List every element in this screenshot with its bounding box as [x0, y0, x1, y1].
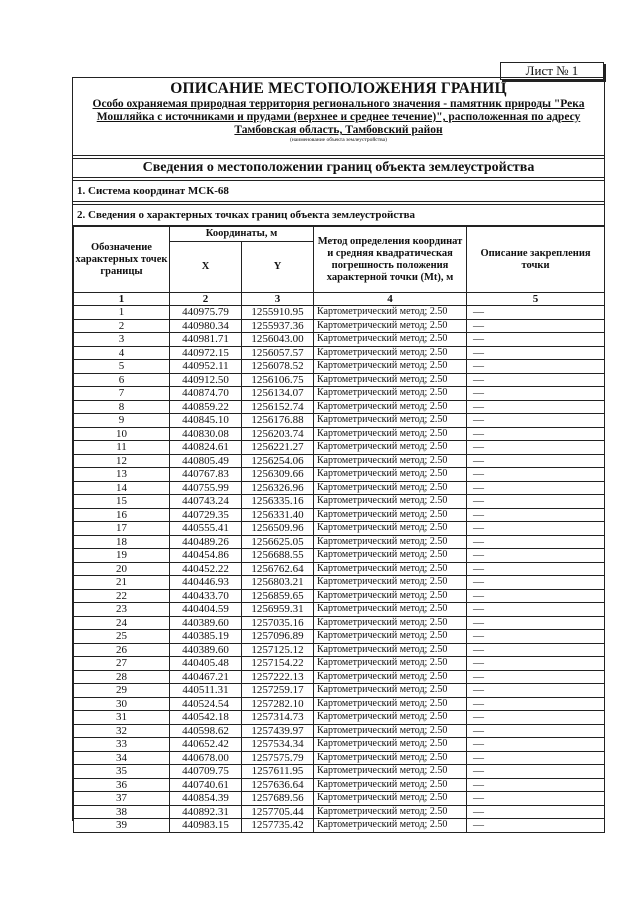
y-coordinate-cell: 1257282.10	[242, 697, 314, 711]
x-coordinate-cell: 440740.61	[170, 778, 242, 792]
method-cell: Картометрический метод; 2.50	[314, 508, 467, 522]
points-table	[73, 226, 605, 833]
method-cell: Картометрический метод; 2.50	[314, 333, 467, 347]
table-row	[74, 630, 605, 644]
method-cell: Картометрический метод; 2.50	[314, 711, 467, 725]
header-coords: Координаты, м	[170, 227, 314, 242]
point-id-cell: 32	[74, 724, 170, 738]
table-row	[74, 306, 605, 320]
method-cell: Картометрический метод; 2.50	[314, 441, 467, 455]
fixing-description-cell: —	[467, 360, 605, 374]
table-row	[74, 724, 605, 738]
table-row	[74, 441, 605, 455]
point-id-cell: 14	[74, 481, 170, 495]
fixing-description-cell: —	[467, 333, 605, 347]
y-coordinate-cell: 1256176.88	[242, 414, 314, 428]
header-y: Y	[242, 242, 314, 293]
x-coordinate-cell: 440824.61	[170, 441, 242, 455]
fixing-description-cell: —	[467, 522, 605, 536]
x-coordinate-cell: 440433.70	[170, 589, 242, 603]
table-row	[74, 576, 605, 590]
fixing-description-cell: —	[467, 738, 605, 752]
fixing-description-cell: —	[467, 481, 605, 495]
table-row	[74, 657, 605, 671]
x-coordinate-cell: 440652.42	[170, 738, 242, 752]
fixing-description-cell: —	[467, 319, 605, 333]
fixing-description-cell: —	[467, 562, 605, 576]
column-number: 5	[467, 293, 605, 306]
table-row	[74, 562, 605, 576]
point-id-cell: 17	[74, 522, 170, 536]
point-id-cell: 23	[74, 603, 170, 617]
point-id-cell: 7	[74, 387, 170, 401]
point-id-cell: 19	[74, 549, 170, 563]
fixing-description-cell: —	[467, 603, 605, 617]
point-id-cell: 24	[74, 616, 170, 630]
table-row	[74, 522, 605, 536]
point-id-cell: 8	[74, 400, 170, 414]
y-coordinate-cell: 1256625.05	[242, 535, 314, 549]
x-coordinate-cell: 440805.49	[170, 454, 242, 468]
point-id-cell: 16	[74, 508, 170, 522]
x-coordinate-cell: 440405.48	[170, 657, 242, 671]
fixing-description-cell: —	[467, 346, 605, 360]
y-coordinate-cell: 1256335.16	[242, 495, 314, 509]
y-coordinate-cell: 1255910.95	[242, 306, 314, 320]
fixing-description-cell: —	[467, 441, 605, 455]
table-row	[74, 495, 605, 509]
table-row	[74, 414, 605, 428]
y-coordinate-cell: 1257689.56	[242, 792, 314, 806]
y-coordinate-cell: 1256078.52	[242, 360, 314, 374]
point-id-cell: 5	[74, 360, 170, 374]
method-cell: Картометрический метод; 2.50	[314, 819, 467, 833]
table-row	[74, 778, 605, 792]
x-coordinate-cell: 440542.18	[170, 711, 242, 725]
method-cell: Картометрический метод; 2.50	[314, 495, 467, 509]
method-cell: Картометрический метод; 2.50	[314, 738, 467, 752]
table-row	[74, 360, 605, 374]
x-coordinate-cell: 440555.41	[170, 522, 242, 536]
x-coordinate-cell: 440830.08	[170, 427, 242, 441]
table-row	[74, 819, 605, 833]
method-cell: Картометрический метод; 2.50	[314, 522, 467, 536]
x-coordinate-cell: 440767.83	[170, 468, 242, 482]
table-row	[74, 535, 605, 549]
y-coordinate-cell: 1256221.27	[242, 441, 314, 455]
method-cell: Картометрический метод; 2.50	[314, 562, 467, 576]
table-row	[74, 751, 605, 765]
fixing-description-cell: —	[467, 549, 605, 563]
table-row	[74, 616, 605, 630]
method-cell: Картометрический метод; 2.50	[314, 549, 467, 563]
method-cell: Картометрический метод; 2.50	[314, 643, 467, 657]
fixing-description-cell: —	[467, 508, 605, 522]
x-coordinate-cell: 440389.60	[170, 643, 242, 657]
y-coordinate-cell: 1256959.31	[242, 603, 314, 617]
point-id-cell: 39	[74, 819, 170, 833]
y-coordinate-cell: 1256688.55	[242, 549, 314, 563]
table-row	[74, 400, 605, 414]
point-id-cell: 26	[74, 643, 170, 657]
x-coordinate-cell: 440467.21	[170, 670, 242, 684]
fixing-description-cell: —	[467, 576, 605, 590]
y-coordinate-cell: 1256309.66	[242, 468, 314, 482]
fixing-description-cell: —	[467, 454, 605, 468]
fixing-description-cell: —	[467, 306, 605, 320]
method-cell: Картометрический метод; 2.50	[314, 670, 467, 684]
point-id-cell: 22	[74, 589, 170, 603]
header-point: Обозначение характерных точек границы	[74, 227, 170, 293]
fixing-description-cell: —	[467, 427, 605, 441]
point-id-cell: 13	[74, 468, 170, 482]
point-id-cell: 3	[74, 333, 170, 347]
point-id-cell: 4	[74, 346, 170, 360]
table-row	[74, 684, 605, 698]
fixing-description-cell: —	[467, 387, 605, 401]
x-coordinate-cell: 440598.62	[170, 724, 242, 738]
y-coordinate-cell: 1256803.21	[242, 576, 314, 590]
point-id-cell: 27	[74, 657, 170, 671]
fixing-description-cell: —	[467, 805, 605, 819]
x-coordinate-cell: 440389.60	[170, 616, 242, 630]
y-coordinate-cell: 1257575.79	[242, 751, 314, 765]
y-coordinate-cell: 1256859.65	[242, 589, 314, 603]
y-coordinate-cell: 1257222.13	[242, 670, 314, 684]
x-coordinate-cell: 440859.22	[170, 400, 242, 414]
y-coordinate-cell: 1257735.42	[242, 819, 314, 833]
table-row	[74, 508, 605, 522]
x-coordinate-cell: 440912.50	[170, 373, 242, 387]
table-row	[74, 711, 605, 725]
table-row	[74, 589, 605, 603]
fixing-description-cell: —	[467, 670, 605, 684]
method-cell: Картометрический метод; 2.50	[314, 400, 467, 414]
section-header	[73, 158, 604, 178]
method-cell: Картометрический метод; 2.50	[314, 805, 467, 819]
table-row	[74, 697, 605, 711]
fixing-description-cell: —	[467, 589, 605, 603]
fixing-description-cell: —	[467, 724, 605, 738]
header-fix: Описание закрепления точки	[467, 227, 605, 293]
y-coordinate-cell: 1256326.96	[242, 481, 314, 495]
fixing-description-cell: —	[467, 400, 605, 414]
y-coordinate-cell: 1257259.17	[242, 684, 314, 698]
point-id-cell: 25	[74, 630, 170, 644]
point-id-cell: 38	[74, 805, 170, 819]
fixing-description-cell: —	[467, 630, 605, 644]
method-cell: Картометрический метод; 2.50	[314, 414, 467, 428]
column-number: 3	[242, 293, 314, 306]
point-id-cell: 18	[74, 535, 170, 549]
column-number: 1	[74, 293, 170, 306]
fixing-description-cell: —	[467, 414, 605, 428]
y-coordinate-cell: 1255937.36	[242, 319, 314, 333]
x-coordinate-cell: 440854.39	[170, 792, 242, 806]
method-cell: Картометрический метод; 2.50	[314, 360, 467, 374]
table-row	[74, 454, 605, 468]
y-coordinate-cell: 1257314.73	[242, 711, 314, 725]
point-id-cell: 33	[74, 738, 170, 752]
method-cell: Картометрический метод; 2.50	[314, 616, 467, 630]
table-row	[74, 346, 605, 360]
sheet-number-label: Лист № 1	[500, 62, 604, 80]
x-coordinate-cell: 440729.35	[170, 508, 242, 522]
x-coordinate-cell: 440385.19	[170, 630, 242, 644]
x-coordinate-cell: 440952.11	[170, 360, 242, 374]
subtitle-line-2: Мошляйка с источниками и прудами (верхнее и среднее течение)", расположенная по адресу	[96, 111, 581, 123]
table-row	[74, 643, 605, 657]
point-id-cell: 35	[74, 765, 170, 779]
point-id-cell: 21	[74, 576, 170, 590]
y-coordinate-cell: 1257125.12	[242, 643, 314, 657]
fixing-description-cell: —	[467, 684, 605, 698]
table-row	[74, 765, 605, 779]
x-coordinate-cell: 440454.86	[170, 549, 242, 563]
header-x: X	[170, 242, 242, 293]
fixing-description-cell: —	[467, 495, 605, 509]
table-row	[74, 738, 605, 752]
point-id-cell: 1	[74, 306, 170, 320]
point-id-cell: 2	[74, 319, 170, 333]
table-row	[74, 333, 605, 347]
table-row	[74, 670, 605, 684]
x-coordinate-cell: 440709.75	[170, 765, 242, 779]
fixing-description-cell: —	[467, 792, 605, 806]
y-coordinate-cell: 1256134.07	[242, 387, 314, 401]
table-row	[74, 549, 605, 563]
method-cell: Картометрический метод; 2.50	[314, 468, 467, 482]
fixing-description-cell: —	[467, 819, 605, 833]
method-cell: Картометрический метод; 2.50	[314, 589, 467, 603]
table-row	[74, 319, 605, 333]
method-cell: Картометрический метод; 2.50	[314, 535, 467, 549]
point-id-cell: 20	[74, 562, 170, 576]
fixing-description-cell: —	[467, 657, 605, 671]
points-section-label: 2. Сведения о характерных точках границ объекта землеустройства	[73, 204, 604, 226]
x-coordinate-cell: 440489.26	[170, 535, 242, 549]
y-coordinate-cell: 1256762.64	[242, 562, 314, 576]
x-coordinate-cell: 440981.71	[170, 333, 242, 347]
y-coordinate-cell: 1257439.97	[242, 724, 314, 738]
fixing-description-cell: —	[467, 711, 605, 725]
column-number: 2	[170, 293, 242, 306]
y-coordinate-cell: 1257611.95	[242, 765, 314, 779]
method-cell: Картометрический метод; 2.50	[314, 306, 467, 320]
point-id-cell: 31	[74, 711, 170, 725]
y-coordinate-cell: 1257636.64	[242, 778, 314, 792]
point-id-cell: 12	[74, 454, 170, 468]
y-coordinate-cell: 1257534.34	[242, 738, 314, 752]
table-row	[74, 427, 605, 441]
method-cell: Картометрический метод; 2.50	[314, 684, 467, 698]
point-id-cell: 15	[74, 495, 170, 509]
method-cell: Картометрический метод; 2.50	[314, 792, 467, 806]
y-coordinate-cell: 1256254.06	[242, 454, 314, 468]
method-cell: Картометрический метод; 2.50	[314, 657, 467, 671]
fixing-description-cell: —	[467, 697, 605, 711]
fixing-description-cell: —	[467, 765, 605, 779]
method-cell: Картометрический метод; 2.50	[314, 630, 467, 644]
x-coordinate-cell: 440983.15	[170, 819, 242, 833]
table-row	[74, 373, 605, 387]
method-cell: Картометрический метод; 2.50	[314, 387, 467, 401]
column-number: 4	[314, 293, 467, 306]
section-title: Сведения о местоположении границ объекта землеустройства	[142, 160, 535, 175]
x-coordinate-cell: 440452.22	[170, 562, 242, 576]
x-coordinate-cell: 440404.59	[170, 603, 242, 617]
y-coordinate-cell: 1257096.89	[242, 630, 314, 644]
method-cell: Картометрический метод; 2.50	[314, 765, 467, 779]
x-coordinate-cell: 440678.00	[170, 751, 242, 765]
point-id-cell: 37	[74, 792, 170, 806]
table-row	[74, 805, 605, 819]
x-coordinate-cell: 440975.79	[170, 306, 242, 320]
fixing-description-cell: —	[467, 373, 605, 387]
x-coordinate-cell: 440892.31	[170, 805, 242, 819]
point-id-cell: 9	[74, 414, 170, 428]
y-coordinate-cell: 1256106.75	[242, 373, 314, 387]
subtitle-caption: (наименование объекта землеустройства)	[290, 137, 387, 143]
method-cell: Картометрический метод; 2.50	[314, 373, 467, 387]
y-coordinate-cell: 1256152.74	[242, 400, 314, 414]
point-id-cell: 6	[74, 373, 170, 387]
fixing-description-cell: —	[467, 535, 605, 549]
points-table-body	[74, 306, 605, 833]
point-id-cell: 34	[74, 751, 170, 765]
y-coordinate-cell: 1257705.44	[242, 805, 314, 819]
method-cell: Картометрический метод; 2.50	[314, 697, 467, 711]
point-id-cell: 10	[74, 427, 170, 441]
x-coordinate-cell: 440980.34	[170, 319, 242, 333]
method-cell: Картометрический метод; 2.50	[314, 319, 467, 333]
y-coordinate-cell: 1257154.22	[242, 657, 314, 671]
coordinate-system-label: 1. Система координат МСК-68	[73, 180, 604, 202]
point-id-cell: 30	[74, 697, 170, 711]
method-cell: Картометрический метод; 2.50	[314, 481, 467, 495]
table-row	[74, 603, 605, 617]
x-coordinate-cell: 440845.10	[170, 414, 242, 428]
fixing-description-cell: —	[467, 468, 605, 482]
y-coordinate-cell: 1256331.40	[242, 508, 314, 522]
column-number-row	[74, 293, 605, 306]
point-id-cell: 11	[74, 441, 170, 455]
fixing-description-cell: —	[467, 751, 605, 765]
y-coordinate-cell: 1257035.16	[242, 616, 314, 630]
table-row	[74, 468, 605, 482]
method-cell: Картометрический метод; 2.50	[314, 724, 467, 738]
x-coordinate-cell: 440755.99	[170, 481, 242, 495]
method-cell: Картометрический метод; 2.50	[314, 427, 467, 441]
y-coordinate-cell: 1256057.57	[242, 346, 314, 360]
fixing-description-cell: —	[467, 778, 605, 792]
header-method: Метод определения координат и средняя квадратическая погрешность положения характерной точки (Mt), м	[314, 227, 467, 293]
x-coordinate-cell: 440446.93	[170, 576, 242, 590]
method-cell: Картометрический метод; 2.50	[314, 603, 467, 617]
x-coordinate-cell: 440524.54	[170, 697, 242, 711]
point-id-cell: 36	[74, 778, 170, 792]
document-title: ОПИСАНИЕ МЕСТОПОЛОЖЕНИЯ ГРАНИЦ	[170, 80, 507, 97]
document-frame	[72, 77, 605, 832]
subtitle-line-1: Особо охраняемая природная территория регионального значения - памятник природы "Река	[92, 98, 585, 110]
x-coordinate-cell: 440511.31	[170, 684, 242, 698]
y-coordinate-cell: 1256203.74	[242, 427, 314, 441]
x-coordinate-cell: 440743.24	[170, 495, 242, 509]
document-header	[73, 80, 604, 156]
table-row	[74, 481, 605, 495]
x-coordinate-cell: 440874.70	[170, 387, 242, 401]
point-id-cell: 28	[74, 670, 170, 684]
x-coordinate-cell: 440972.15	[170, 346, 242, 360]
method-cell: Картометрический метод; 2.50	[314, 778, 467, 792]
subtitle-line-3: Тамбовская область, Тамбовский район	[234, 124, 443, 136]
method-cell: Картометрический метод; 2.50	[314, 454, 467, 468]
y-coordinate-cell: 1256043.00	[242, 333, 314, 347]
method-cell: Картометрический метод; 2.50	[314, 576, 467, 590]
table-row	[74, 792, 605, 806]
method-cell: Картометрический метод; 2.50	[314, 751, 467, 765]
table-row	[74, 387, 605, 401]
y-coordinate-cell: 1256509.96	[242, 522, 314, 536]
fixing-description-cell: —	[467, 643, 605, 657]
fixing-description-cell: —	[467, 616, 605, 630]
method-cell: Картометрический метод; 2.50	[314, 346, 467, 360]
point-id-cell: 29	[74, 684, 170, 698]
